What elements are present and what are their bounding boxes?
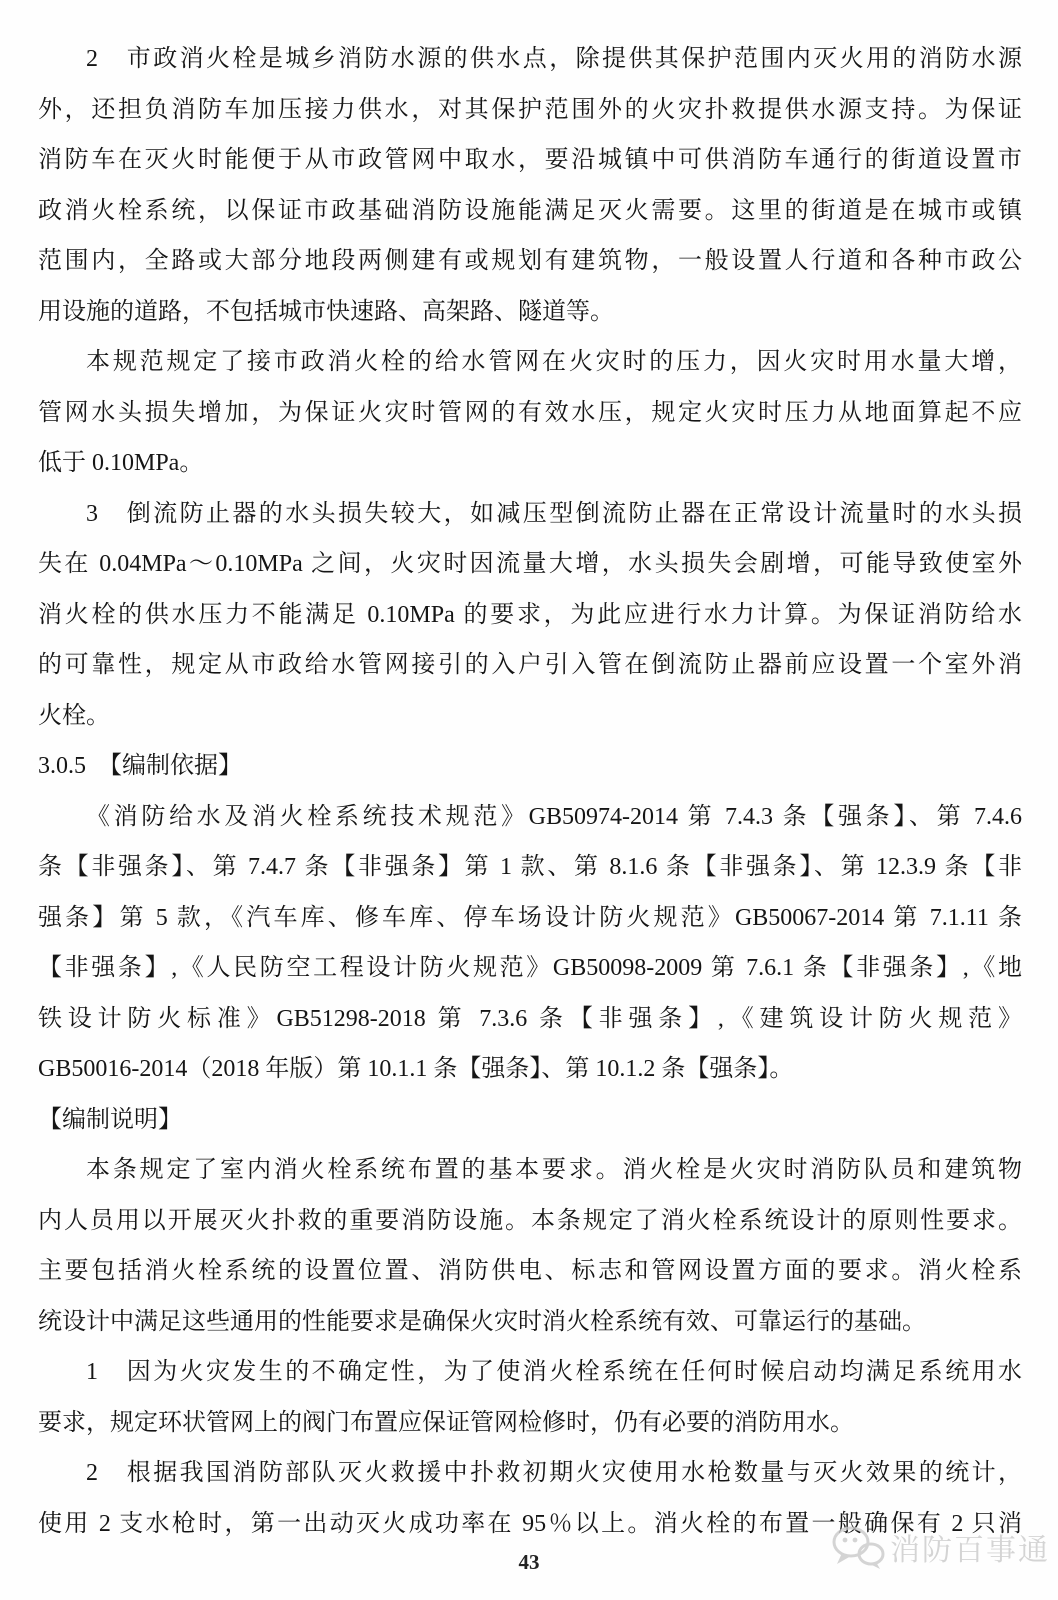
text-line: 消火栓的供水压力不能满足 0.10MPa 的要求，为此应进行水力计算。为保证消防给水 <box>38 601 1022 628</box>
text-line: 本条规定了室内消火栓系统布置的基本要求。消火栓是火灾时消防队员和建筑物 <box>86 1157 1022 1183</box>
text-line: 火栓。 <box>38 702 110 729</box>
text-line: 主要包括消火栓系统的设置位置、消防供电、标志和管网设置方面的要求。消火栓系 <box>38 1258 1022 1284</box>
para-item-1-valve-layout <box>38 1347 1022 1448</box>
text-line: 失在 0.04MPa～0.10MPa 之间，火灾时因流量大增，水头损失会剧增，可能导致使室外 <box>38 551 1022 577</box>
text-line: 【编制说明】 <box>38 1106 182 1133</box>
text-line: 3.0.5 【编制依据】 <box>38 753 242 779</box>
watermark <box>830 1524 1050 1570</box>
text-line: 本规范规定了接市政消火栓的给水管网在火灾时的压力，因火灾时用水量大增， <box>86 349 1022 375</box>
heading-compilation-notes <box>38 1095 1022 1146</box>
text-line: 2 市政消火栓是城乡消防水源的供水点，除提供其保护范围内灭火用的消防水源 <box>86 46 1022 72</box>
text-line: 用设施的道路，不包括城市快速路、高架路、隧道等。 <box>38 298 614 325</box>
text-line: 【非强条】,《人民防空工程设计防火规范》GB50098-2009 第 7.6.1 条【非强条】,《地 <box>38 955 1022 981</box>
text-line: 要求，规定环状管网上的阀门布置应保证管网检修时，仍有必要的消防用水。 <box>38 1409 854 1436</box>
text-line: 铁设计防火标准》GB51298-2018 第 7.3.6 条【非强条】,《建筑设计防火规范》 <box>38 1005 1022 1032</box>
chat-bubbles-icon <box>830 1524 886 1570</box>
para-basis-references <box>38 792 1022 1095</box>
text-line: 条【非强条】、第 7.4.7 条【非强条】第 1 款、第 8.1.6 条【非强条】、第 12.3.9 条【非 <box>38 854 1022 880</box>
para-item-2-municipal-hydrants <box>38 34 1022 337</box>
text-line: 使用 2 支水枪时，第一出动灭火成功率在 95％以上。消火栓的布置一般确保有 2 只消 <box>38 1510 1022 1537</box>
page-number: 43 <box>518 1550 540 1574</box>
text-line: 2 根据我国消防部队灭火救援中扑救初期火灾使用水枪数量与灭火效果的统计， <box>86 1460 1022 1486</box>
text-line: GB50016-2014（2018 年版）第 10.1.1 条【强条】、第 10.1.2 条【强条】。 <box>38 1056 794 1082</box>
heading-3-0-5-compilation-basis <box>38 741 1022 792</box>
text-line: 1 因为火灾发生的不确定性，为了使消火栓系统在任何时候启动均满足系统用水 <box>86 1359 1022 1385</box>
text-line: 外，还担负消防车加压接力供水，对其保护范围外的火灾扑救提供水源支持。为保证 <box>38 96 1022 123</box>
text-line: 政消火栓系统，以保证市政基础消防设施能满足灭火需要。这里的街道是在城市或镇 <box>38 197 1022 224</box>
text-line: 统设计中满足这些通用的性能要求是确保火灾时消火栓系统有效、可靠运行的基础。 <box>38 1308 926 1335</box>
text-line: 的可靠性，规定从市政给水管网接引的入户引入管在倒流防止器前应设置一个室外消 <box>38 652 1022 678</box>
text-line: 范围内，全路或大部分地段两侧建有或规划有建筑物，一般设置人行道和各种市政公 <box>38 248 1022 274</box>
document-body <box>38 34 1022 1549</box>
text-line: 管网水头损失增加，为保证火灾时管网的有效水压，规定火灾时压力从地面算起不应 <box>38 399 1022 426</box>
para-code-pressure-requirement <box>38 337 1022 489</box>
para-item-3-backflow-preventer <box>38 489 1022 742</box>
para-indoor-hydrant-requirements <box>38 1145 1022 1347</box>
text-line: 3 倒流防止器的水头损失较大，如减压型倒流防止器在正常设计流量时的水头损 <box>86 500 1022 527</box>
text-line: 内人员用以开展灭火扑救的重要消防设施。本条规定了消火栓系统设计的原则性要求。 <box>38 1207 1022 1234</box>
text-line: 消防车在灭火时能便于从市政管网中取水，要沿城镇中可供消防车通行的街道设置市 <box>38 147 1022 173</box>
text-line: 低于 0.10MPa。 <box>38 450 204 476</box>
text-line: 《消防给水及消火栓系统技术规范》GB50974-2014 第 7.4.3 条【强条】、第 7.4.6 <box>86 803 1022 830</box>
text-line: 强条】第 5 款，《汽车库、修车库、停车场设计防火规范》GB50067-2014 第 7.1.11 条 <box>38 904 1022 931</box>
watermark-label: 消防百事通 <box>890 1534 1050 1567</box>
